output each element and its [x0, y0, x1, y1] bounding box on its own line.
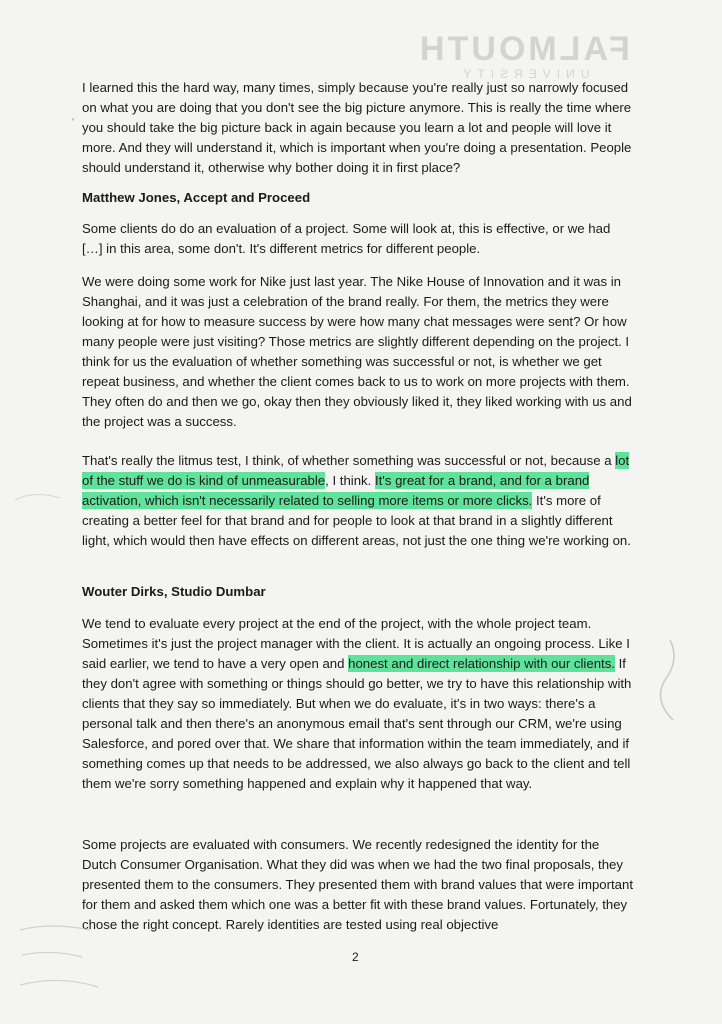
paragraph-1-text: I learned this the hard way, many times, simply because you're really just so narrowly focused on what you are doing that you don't see the big picture anymore. This is really the time where you should take the big picture back in again because you learn a lot and people will love it more. And they will understand it, which is important when you're doing a presentation. People should understand it, otherwise why bother doing it in first place? [82, 80, 632, 175]
paragraph-3-text: We were doing some work for Nike just last year. The Nike House of Innovation and it was in Shanghai, and it was just a celebration of the brand really. For them, the metrics they were looking at for how to measure success by were how many chat messages were sent? Or how many people were just visiting? Those metrics are slightly different depending on the project. I think for us the evaluation of whether something was successful or not, is whether we get repeat business, and whether the client comes back to us to work on more projects with them. They often do and then we go, okay then they obviously liked it, they liked working with us and the project was a success. [82, 274, 632, 429]
paragraph-6-text: Some projects are evaluated with consumers. We recently redesigned the identity for the Dutch Consumer Organisation. What they did was when we had the two final proposals, they presented them to the consumers. They presented them with brand values that were important for them and asked them which one was a better fit with these brand values. Fortunately, they chose the right concept. Rarely identities are tested using real objective [82, 837, 633, 932]
heading-matthew-jones: Matthew Jones, Accept and Proceed [82, 190, 311, 205]
highlight-brand-activation: It's great for a brand, and for a brand activation, which isn't necessarily related to selling more items or more clicks. [82, 473, 590, 508]
paragraph-2-text: Some clients do do an evaluation of a project. Some will look at, this is effective, or we had […] in this area, some don't. It's different metrics for different people. [82, 221, 611, 256]
page-number: 2 [352, 950, 359, 964]
paragraph-5-part-a: We tend to evaluate every project at the end of the project, with the whole project team. Sometimes it's just the project manager with the client. It is actually an ongoing process. Like I said earlier, we tend to have a very open and [82, 616, 630, 671]
highlight-honest-relationship: honest and direct relationship with our clients. [348, 656, 615, 671]
watermark-logo-main: FALMOUTH [417, 30, 630, 68]
paragraph-4-part-a: That's really the litmus test, I think, of whether something was successful or not, because a [82, 453, 616, 468]
watermark-logo-sub: UNIVERSITY [457, 67, 590, 81]
paragraph-4-part-b: , I think. [325, 473, 375, 488]
paragraph-5-part-b: If they don't agree with something or things should go better, we try to have this relationship with clients that they say so immediately. But when we do evaluate, it's in two ways: there's a personal talk and then there's an anonymous email that's sent through our CRM, we're using Salesforce, and pored over that. We share that information within the team immediately, and if something comes up that needs to be addressed, we also always go back to the client and tell them we're sorry something happened and explain why it happened that way. [82, 656, 632, 791]
heading-wouter-dirks: Wouter Dirks, Studio Dumbar [82, 584, 266, 599]
highlight-unmeasurable: lot of the stuff we do is kind of unmeasurable [82, 453, 630, 488]
margin-mark: ‘ [72, 117, 75, 128]
paragraph-4-part-c: It's more of creating a better feel for that brand and for people to look at that brand in a slightly different light, which would then have effects on different areas, not just the one thing we're working on. [82, 493, 631, 548]
